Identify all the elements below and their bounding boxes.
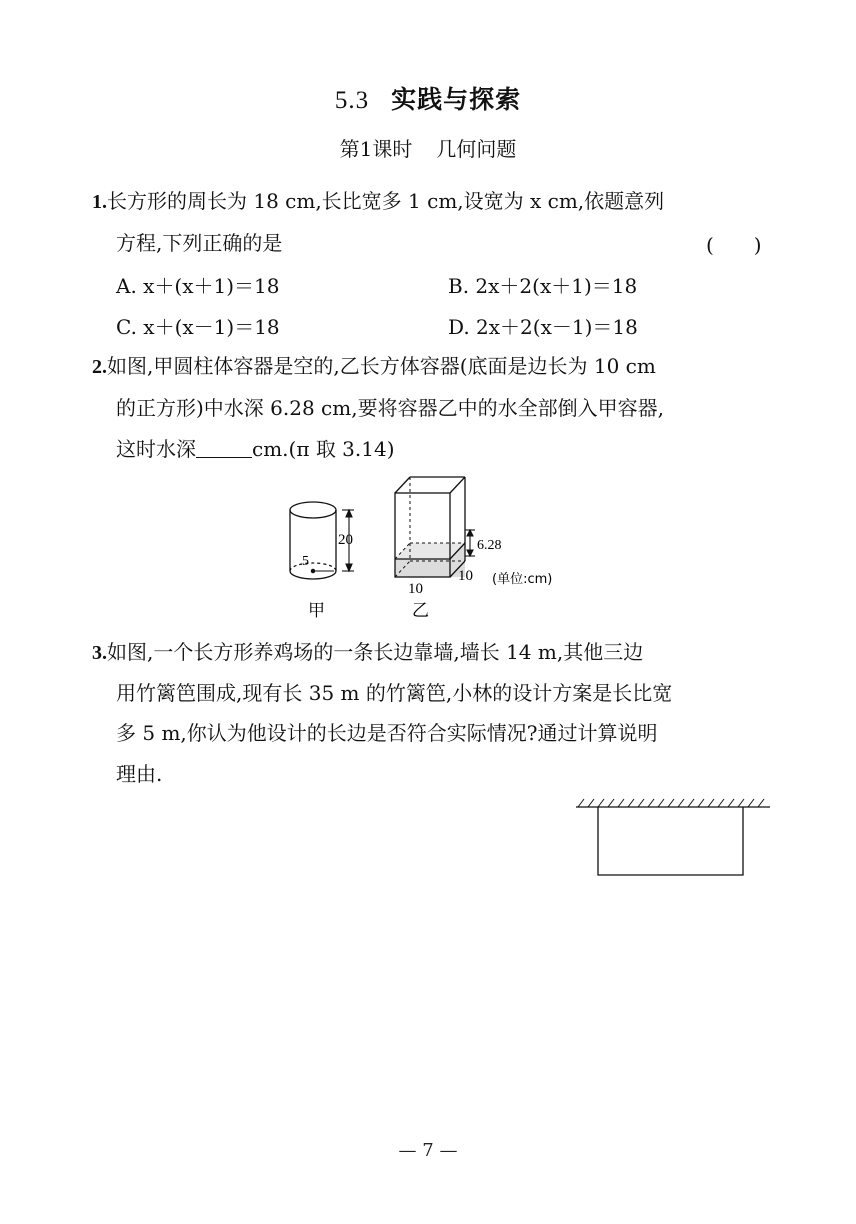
- answer-blank: [196, 437, 252, 458]
- q2-line1: [92, 352, 656, 381]
- q3-text-1: 如图,一个长方形养鸡场的一条长边靠墙,墙长 14 m,其他三边: [107, 640, 644, 664]
- q1-option-c: C. x＋(x－1)＝18: [116, 315, 280, 339]
- label-jia: 甲: [308, 601, 325, 621]
- q2-text-1: 如图,甲圆柱体容器是空的,乙长方体容器(底面是边长为 10 cm: [107, 354, 656, 378]
- q2-text-3b: cm.(π 取 3.14): [252, 437, 395, 461]
- q1-option-a: A. x＋(x＋1)＝18: [116, 274, 280, 298]
- section-number: 5.3: [334, 87, 370, 114]
- q1-option-b: B. 2x＋2(x＋1)＝18: [448, 274, 638, 298]
- q2-number: 2.: [92, 356, 107, 378]
- q2-line2: 的正方形)中水深 6.28 cm,要将容器乙中的水全部倒入甲容器,: [116, 396, 664, 420]
- box-side-label: 10: [458, 568, 473, 584]
- fence-rectangle: [598, 807, 743, 875]
- q3-line1: [92, 638, 643, 667]
- section-heading: [0, 80, 856, 116]
- chicken-farm-figure: [572, 795, 772, 880]
- cyl-radius-label: 5: [302, 554, 309, 569]
- lesson-heading: [0, 133, 856, 162]
- q3-line4: 理由.: [116, 762, 163, 786]
- cylinder-jia: [290, 502, 336, 579]
- q2-line3: [116, 435, 395, 463]
- wall: [576, 799, 770, 807]
- water-depth-arrow: [465, 530, 475, 556]
- q1-text-1: 长方形的周长为 18 cm,长比宽多 1 cm,设宽为 x cm,依题意列: [107, 189, 665, 213]
- q1-line2: 方程,下列正确的是: [116, 231, 283, 255]
- q1-number: 1.: [92, 191, 107, 213]
- cyl-height-label: 20: [338, 532, 353, 548]
- q3-number: 3.: [92, 642, 107, 664]
- label-yi: 乙: [412, 601, 429, 621]
- box-front-label: 10: [408, 581, 423, 597]
- q3-line2: 用竹篱笆围成,现有长 35 m 的竹篱笆,小林的设计方案是长比宽: [116, 681, 673, 705]
- q1-line1: [92, 187, 664, 216]
- q2-text-3a: 这时水深: [116, 437, 196, 461]
- page-number: — 7 —: [398, 1140, 458, 1161]
- water-depth-label: 6.28: [477, 538, 502, 553]
- q1-option-d: D. 2x＋2(x－1)＝18: [448, 315, 638, 339]
- box-yi: [395, 477, 465, 577]
- topic-label: 几何问题: [436, 137, 517, 161]
- q3-line3: 多 5 m,你认为他设计的长边是否符合实际情况?通过计算说明: [116, 721, 658, 745]
- lesson-label: 第1课时: [339, 137, 413, 161]
- section-title: 实践与探索: [391, 85, 522, 114]
- unit-label: (单位:cm): [492, 572, 553, 587]
- containers-figure: [280, 470, 590, 625]
- answer-bracket: ( ): [706, 233, 762, 257]
